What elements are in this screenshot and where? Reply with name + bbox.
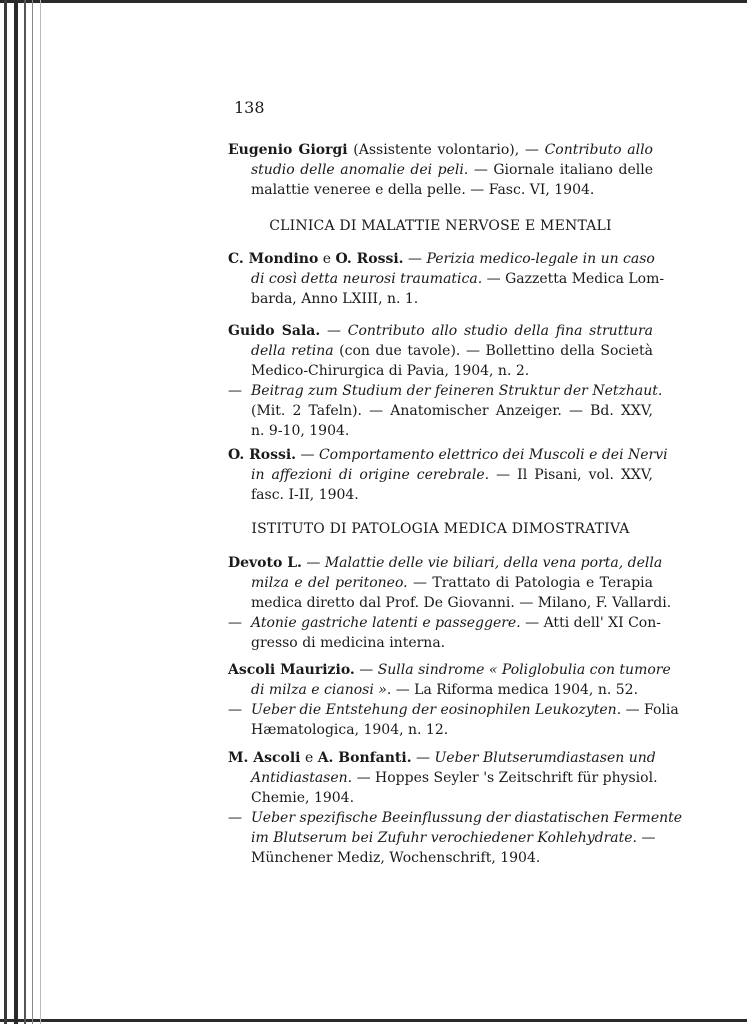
entry-text: barda, Anno LXIII, n. 1. [251, 291, 419, 307]
entry-text: n. 9-10, 1904. [251, 423, 350, 439]
entry-text: — Trattato di Patologia e Terapia [407, 575, 653, 591]
top-border [0, 0, 747, 3]
entry-text: — [320, 323, 348, 339]
entry-title: in affezioni di origine cerebrale. [251, 467, 490, 483]
entry-text: e [300, 750, 318, 766]
entry-text: — [354, 662, 378, 678]
entry-giorgi [228, 140, 653, 200]
entry-title: Ueber spezifische Beeinflussung der diastatischen Fermente [251, 810, 683, 826]
entry-rossi [228, 445, 668, 505]
entry-title: Beitrag zum Studium der feineren Struktur der Netzhaut. [251, 383, 663, 399]
author: Devoto L. [228, 555, 302, 571]
entry-title: Contributo allo studio della fina struttura [347, 323, 653, 339]
author: O. Rossi. [335, 251, 404, 267]
entry-text: — Folia [621, 702, 679, 718]
entry-text: — Il Pisani, vol. XXV, [489, 467, 653, 483]
author: M. Ascoli [228, 750, 301, 766]
entry-dash: — [228, 615, 242, 631]
entry-devoto [228, 553, 672, 653]
entry-title: Atonie gastriche latenti e passeggere. [251, 615, 521, 631]
entry-text: gresso di medicina interna. [251, 635, 446, 651]
entry-title: im Blutserum bei Zufuhr verochiedener Kohlehydrate. [251, 830, 637, 846]
bottom-border [0, 1019, 747, 1022]
entry-text: — Giornale italiano delle [468, 162, 653, 178]
entry-title: di così detta neurosi traumatica. [251, 271, 483, 287]
entry-text: — [637, 830, 656, 846]
entry-bonfanti [228, 748, 683, 868]
section-heading-patologia: ISTITUTO DI PATOLOGIA MEDICA DIMOSTRATIVA [251, 521, 630, 537]
entry-text: fasc. I-II, 1904. [251, 487, 359, 503]
entry-title: Ueber Blutserumdiastasen und [434, 750, 656, 766]
entry-text: — Hoppes Seyler 's Zeitschrift für physiol. [352, 770, 658, 786]
section-heading-nervose: CLINICA DI MALATTIE NERVOSE E MENTALI [269, 218, 612, 234]
entry-text: — [411, 750, 435, 766]
entry-title: Antidiastasen. [251, 770, 353, 786]
entry-text: (con due tavole). — Bollettino della Società [333, 343, 653, 359]
entry-title: della retina [251, 343, 334, 359]
entry-sala [228, 321, 663, 441]
entry-text: e [318, 251, 336, 267]
entry-title: milza e del peritoneo. [251, 575, 408, 591]
entry-text: — [296, 447, 319, 463]
entry-text: malattie veneree e della pelle. — Fasc. VI, 1904. [251, 182, 595, 198]
entry-text: Münchener Mediz, Wochenschrift, 1904. [251, 850, 541, 866]
entry-title: di milza e cianosi » [251, 682, 387, 698]
entry-text: — Gazzetta Medica Lom- [482, 271, 665, 287]
entry-text: — Atti dell' XI Con- [520, 615, 661, 631]
entry-text: Medico-Chirurgica di Pavia, 1904, n. 2. [251, 363, 530, 379]
entry-dash: — [228, 383, 242, 399]
entry-text: (Assistente volontario), — [347, 142, 545, 158]
book-binding-edge [0, 0, 44, 1024]
entry-text: — [301, 555, 325, 571]
author: C. Mondino [228, 251, 319, 267]
entry-ascoli [228, 660, 679, 740]
entry-text: . — La Riforma medica 1904, n. 52. [386, 682, 639, 698]
entry-text: Chemie, 1904. [251, 790, 355, 806]
entry-title: Ueber die Entstehung der eosinophilen Leukozyten. [251, 702, 622, 718]
entry-mondino [228, 249, 665, 309]
entry-title: studio delle anomalie dei peli. [251, 162, 469, 178]
author: Ascoli Maurizio. [228, 662, 355, 678]
author: Eugenio Giorgi [228, 142, 348, 158]
entry-title: Malattie delle vie biliari, della vena porta, della [324, 555, 663, 571]
entry-text: — [403, 251, 427, 267]
entry-dash: — [228, 702, 242, 718]
entry-title: Sulla sindrome « Poliglobulia con tumore [377, 662, 671, 678]
author: O. Rossi. [228, 447, 297, 463]
author: Guido Sala. [228, 323, 321, 339]
entry-text: (Mit. 2 Tafeln). — Anatomischer Anzeiger. — Bd. XXV, [251, 403, 653, 419]
page-number: 138 [234, 98, 265, 117]
entry-title: Perizia medico-legale in un caso [426, 251, 655, 267]
author: A. Bonfanti. [317, 750, 412, 766]
entry-title: Contributo allo [544, 142, 653, 158]
entry-text: medica diretto dal Prof. De Giovanni. — Milano, F. Vallardi. [251, 595, 672, 611]
entry-title: Comportamento elettrico dei Muscoli e dei Nervi [318, 447, 668, 463]
entry-text: Hæmatologica, 1904, n. 12. [251, 722, 449, 738]
entry-dash: — [228, 810, 242, 826]
